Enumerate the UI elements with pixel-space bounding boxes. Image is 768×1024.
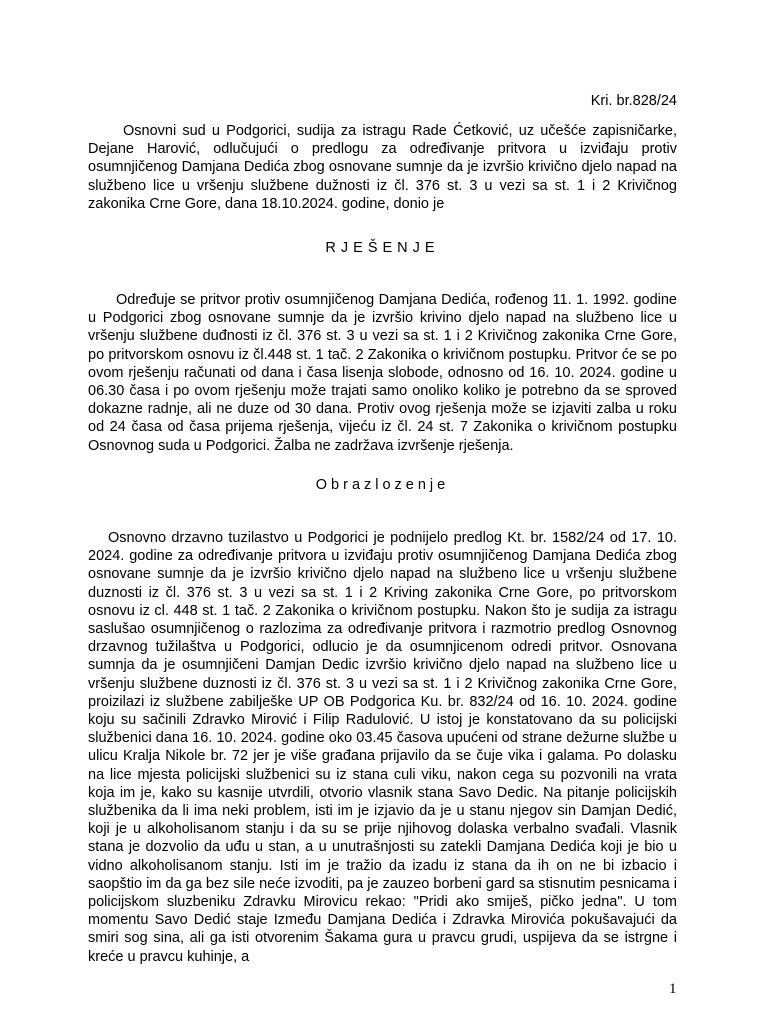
case-number: Kri. br.828/24 xyxy=(590,93,677,109)
intro-paragraph: Osnovni sud u Podgorici, sudija za istragu Rade Ćetković, uz učešće zapisničarke, Dejane Harović, odlučujući o predlogu za određivanje pritvora u izviđaju protiv osumnjičenog Damjana Dedića zbog osnovane sumnje da je izvršio krivično djelo napad na službeno lice u vršenju službene dužnosti iz čl. 376 st. 3 u vezi sa st. 1 i 2 Krivičnog zakonika Crne Gore, dana 18.10.2024. godine, donio je xyxy=(88,123,677,212)
decision-paragraph: Određuje se pritvor protiv osumnjičenog Damjana Dedića, rođenog 11. 1. 1992. godine u Podgorici zbog osnovane sumnje da je izvršio krivino djelo napad na službeno lice u vršenju službene duđnosti iz čl. 376 st. 3 u vezi sa st. 1 i 2 Krivičnog zakonika Crne Gore, po pritvorskom osnovu iz čl.448 st. 1 tač. 2 Zakonika o krivičnom postupku. Pritvor će se po ovom rješenju računati od dana i časa lisenja slobode, odnosno od 16. 10. 2024. godine u 06.30 časa i po ovom rješenju može trajati samo onoliko koliko je potrebno da se sproved dokazne radnje, ali ne duze od 30 dana. Protiv ovog rješenja može se izjaviti zalba u roku od 24 časa od časa prijema rješenja, vijeću iz čl. 24 st. 7 Zakonika o krivičnom postupku Osnovnog suda u Podgorici. Žalba ne zadržava izvršenje rješenja. xyxy=(88,292,677,454)
decision-heading: RJEŠENJE xyxy=(325,240,440,256)
reasoning-heading: Obrazlozenje xyxy=(315,477,450,493)
page-number: 1 xyxy=(669,981,677,997)
reasoning-paragraph: Osnovno drzavno tuzilastvo u Podgorici je podnijelo predlog Kt. br. 1582/24 od 17. 10. 2024. godine za određivanje pritvora u izviđaju protiv osumnjičenog Damjana Dedića zbog osnovane sumnje da je izvršio krivično djelo napad na službeno lice u vršenju službene duznosti iz čl. 376 st. 3 u vezi sa st. 1 i 2 Kriving zakonika Crne Gore, po pritvorskom osnovu iz cl. 448 st. 1 tač. 2 Zakonika o krivičnom postupku. Nakon što je sudija za istragu saslušao osumnjičenog o razlozima za određivanje pritvora i razmotrio predlog Osnovnog drzavnog tužilaštva u Podgorici, odlucio je da osumnjicenom odredi pritvor. Osnovana sumnja da je osumnjičeni Damjan Dedic izvršio krivično djelo napad na službeno lice u vršenju službene duznosti iz čl. 376 st. 3 u vezi sa st. 1 i 2 Krivičnog zakonika Crne Gore, proizilazi iz službene zabilješke UP OB Podgorica Ku. br. 832/24 od 16. 10. 2024. godine koju su sačinili Zdravko Mirović i Filip Radulović. U istoj je konstatovano da su policijski službenici dana 16. 10. 2024. godine oko 03.45 časova upućeni od strane dežurne službe u ulicu Kralja Nikole br. 72 jer je više građana prijavilo da se čuje vika i galama. Po dolasku na lice mjesta policijski službenici su iz stana culi viku, nakon cega su pozvonili na vrata koja im je, kako su kasnije utvrdili, otvorio vlasnik stana Savo Dedic. Na pitanje policijskih službenika da li ima neki problem, isti im je izjavio da je u stanu njegov sin Damjan Dedić, koji je u alkoholisanom stanju i da su se prije njihovog dolaska verbalno svađali. Vlasnik stana je dozvolio da uđu u stan, a u unutrašnjosti su zatekli Damjana Dedića koji je bio u vidno alkoholisanom stanju. Isti im je tražio da izadu iz stana da ih on ne bi izbacio i saopštio im da ga bez sile neće izvoditi, pa je zauzeo borbeni gard sa stisnutim pesnicama i policijskom sluzbeniku Zdravku Mirovicu rekao: "Pridi ako smiješ, pičko jedna". U tom momentu Savo Dedić staje Između Damjana Dedića i Zdravka Mirovića pokušavajući da smiri sog sina, ali ga isti otvorenim Šakama gura u pravcu grudi, uspijeva da se istrgne i kreće u pravcu kuhinje, a xyxy=(88,530,677,965)
